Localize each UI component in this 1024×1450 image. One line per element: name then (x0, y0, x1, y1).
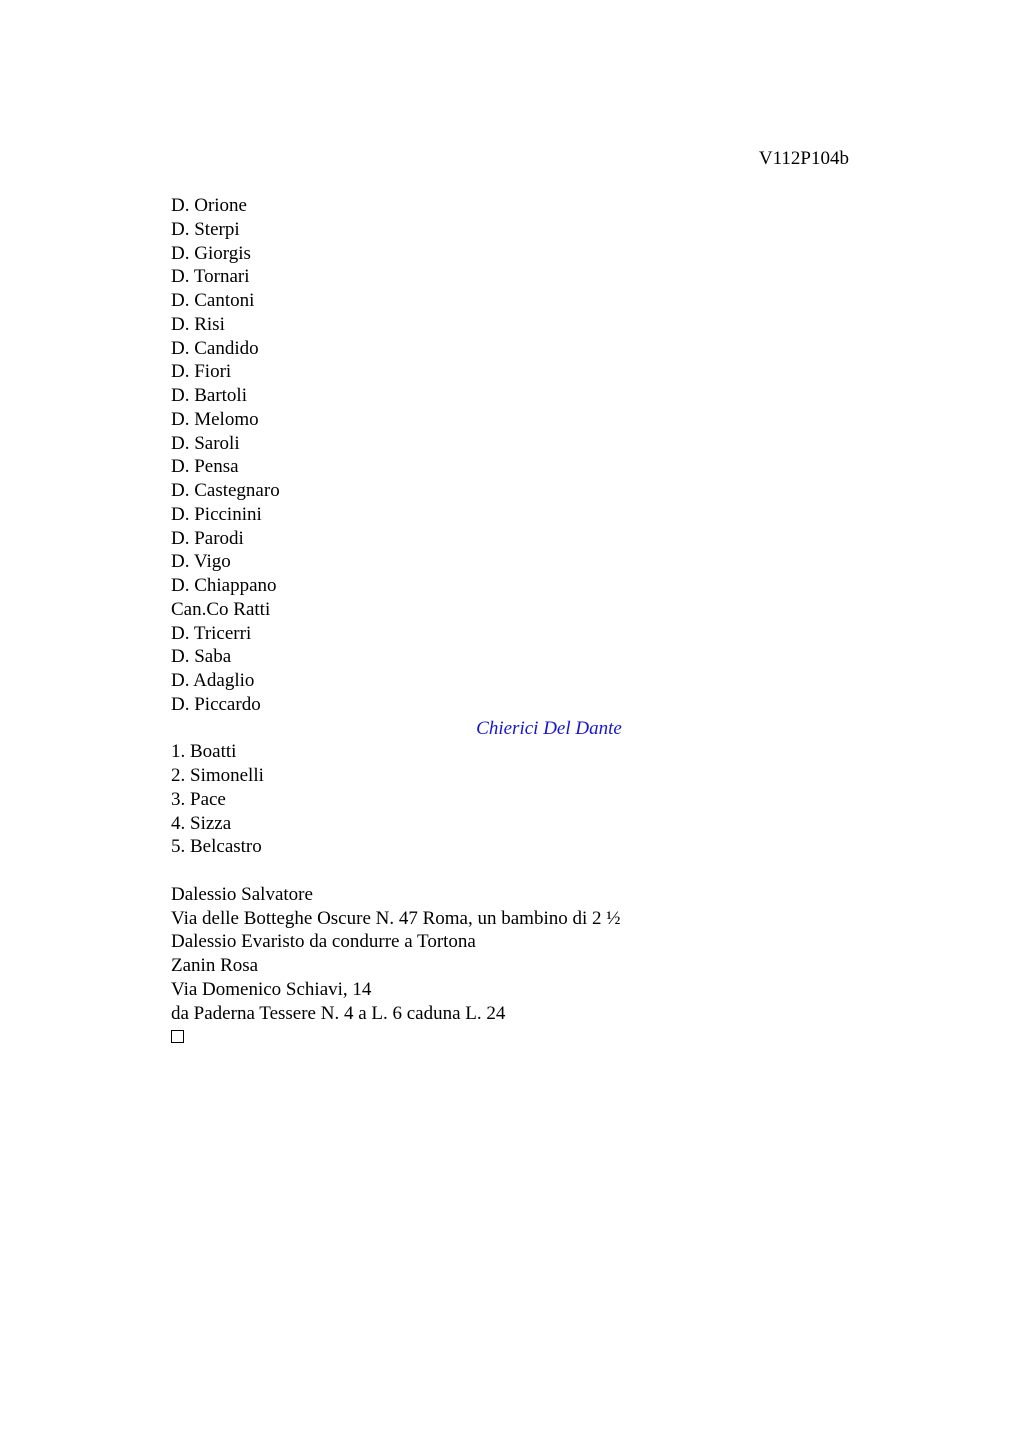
note-line: Zanin Rosa (171, 955, 259, 976)
note-line: Dalessio Salvatore (171, 883, 313, 905)
list-item: D. Fiori (171, 361, 232, 383)
priest-list (171, 194, 851, 717)
list-item: Can.Co Ratti (171, 598, 271, 620)
list-item: D. Giorgis (171, 242, 251, 264)
list-item: D. Sterpi (171, 218, 240, 240)
section-heading: Chierici Del Dante (476, 717, 622, 739)
list-item: D. Risi (171, 313, 225, 335)
list-item: D. Tornari (171, 266, 250, 288)
notes-block (171, 883, 851, 1026)
list-item: 1. Boatti (171, 741, 237, 763)
note-line: Via delle Botteghe Oscure N. 47 Roma, un bambino di 2 ½ (171, 907, 621, 929)
empty-box-glyph (171, 1030, 184, 1043)
checkbox-line (171, 1025, 851, 1049)
list-item: D. Vigo (171, 551, 231, 573)
list-item: 4. Sizza (171, 812, 232, 834)
list-item: D. Chiappano (171, 575, 277, 596)
list-item: D. Cantoni (171, 290, 255, 311)
list-item: D. Adaglio (171, 670, 255, 691)
list-item: D. Orione (171, 195, 247, 216)
list-item: D. Pensa (171, 456, 239, 478)
note-line: Via Domenico Schiavi, 14 (171, 978, 372, 1000)
page-reference: V112P104b (758, 148, 849, 169)
list-item: D. Candido (171, 337, 259, 359)
list-item: D. Saroli (171, 432, 240, 454)
list-item: D. Castegnaro (171, 480, 280, 501)
list-item: D. Saba (171, 646, 232, 668)
list-item: D. Parodi (171, 527, 244, 549)
list-item: D. Piccinini (171, 503, 262, 525)
list-item: D. Piccardo (171, 693, 261, 715)
note-line: da Paderna Tessere N. 4 a L. 6 caduna L. 24 (171, 1002, 506, 1024)
list-item: D. Melomo (171, 408, 259, 430)
list-item: 2. Simonelli (171, 765, 264, 786)
note-line: Dalessio Evaristo da condurre a Tortona (171, 931, 476, 953)
blank-line (171, 859, 851, 883)
list-item: D. Tricerri (171, 622, 252, 644)
cleric-list (171, 740, 851, 859)
list-item: 3. Pace (171, 788, 226, 810)
list-item: D. Bartoli (171, 385, 247, 406)
document-body (171, 194, 851, 1049)
list-item: 5. Belcastro (171, 836, 262, 858)
